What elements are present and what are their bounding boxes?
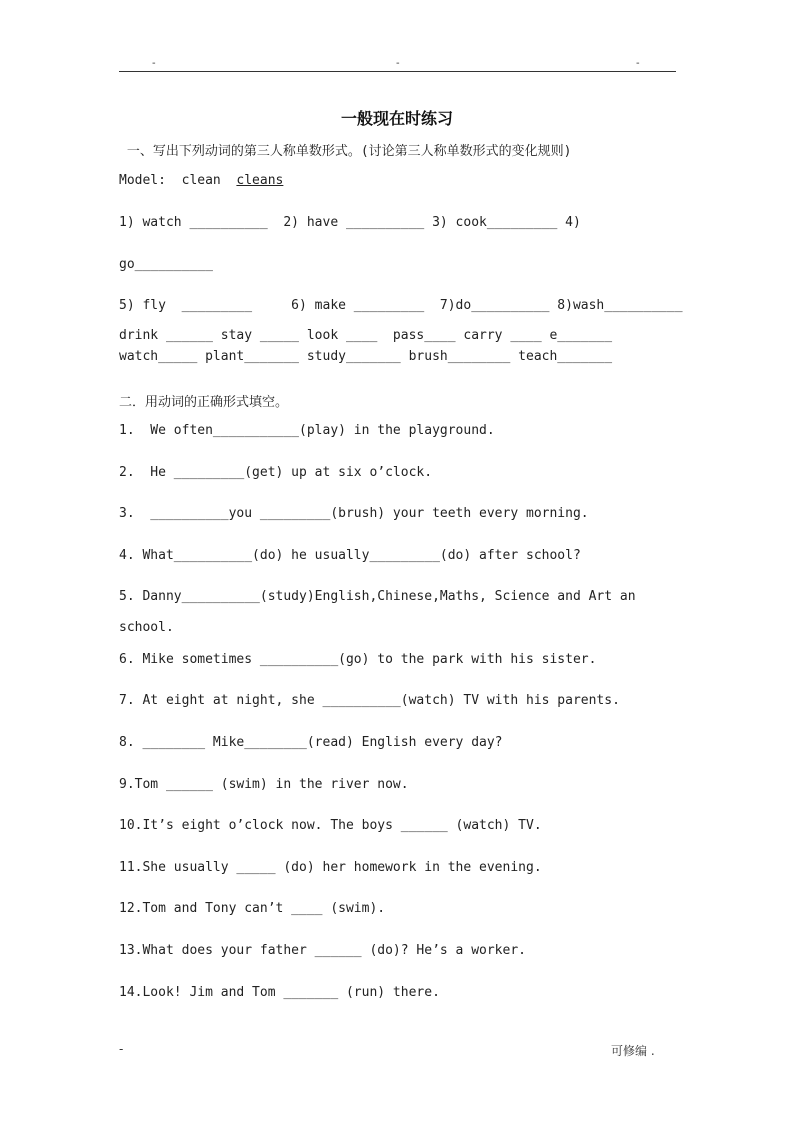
- exercise-item: 13.What does your father ______ (do)? He’s a worker.: [119, 943, 526, 958]
- model-label: Model: clean: [119, 173, 237, 188]
- exercise-item: 7. At eight at night, she __________(watch) TV with his parents.: [119, 693, 620, 708]
- verb-row-1: 1) watch __________ 2) have __________ 3) cook_________ 4): [119, 215, 581, 230]
- exercise-item: 3. __________you _________(brush) your teeth every morning.: [119, 506, 589, 521]
- exercise-item: 12.Tom and Tony can’t ____ (swim).: [119, 901, 386, 916]
- exercise-item: 8. ________ Mike________(read) English every day?: [119, 735, 503, 750]
- header-rule: [119, 71, 676, 72]
- model-line: [119, 173, 283, 188]
- model-answer: cleans: [236, 173, 284, 188]
- exercise-item: 6. Mike sometimes __________(go) to the park with his sister.: [119, 652, 597, 667]
- footer-mark-left: -: [119, 1042, 124, 1056]
- header-mark-right: -: [636, 58, 640, 69]
- page-title: 一般现在时练习: [340, 109, 453, 128]
- verb-row-5: watch_____ plant_______ study_______ brush________ teach_______: [119, 349, 613, 364]
- header-mark-center: -: [396, 58, 400, 69]
- exercise-item: 11.She usually _____ (do) her homework in the evening.: [119, 860, 542, 875]
- footer-editable-note: 可修编 .: [611, 1044, 655, 1058]
- header-mark-left: -: [152, 58, 156, 69]
- exercise-item: 10.It’s eight o’clock now. The boys ______ (watch) TV.: [119, 818, 542, 833]
- exercise-item: 5. Danny__________(study)English,Chinese,Maths, Science and Art an: [119, 589, 636, 604]
- exercise-item: 4. What__________(do) he usually_________(do) after school?: [119, 548, 581, 563]
- exercise-item: 14.Look! Jim and Tom _______ (run) there.: [119, 985, 440, 1000]
- exercise-item: 9.Tom ______ (swim) in the river now.: [119, 777, 409, 792]
- verb-row-4: drink ______ stay _____ look ____ pass____ carry ____ e_______: [119, 328, 613, 343]
- exercise-item: 2. He _________(get) up at six o’clock.: [119, 465, 433, 480]
- verb-row-3: 5) fly _________ 6) make _________ 7)do__________ 8)wash__________: [119, 298, 683, 313]
- section1-heading: 一、写出下列动词的第三人称单数形式。(讨论第三人称单数形式的变化规则): [119, 144, 572, 159]
- exercise-item: 1. We often___________(play) in the playground.: [119, 423, 495, 438]
- section2-heading: 二．用动词的正确形式填空。: [119, 395, 289, 410]
- verb-row-2: go__________: [119, 257, 213, 272]
- exercise-item-continued: school.: [119, 620, 174, 635]
